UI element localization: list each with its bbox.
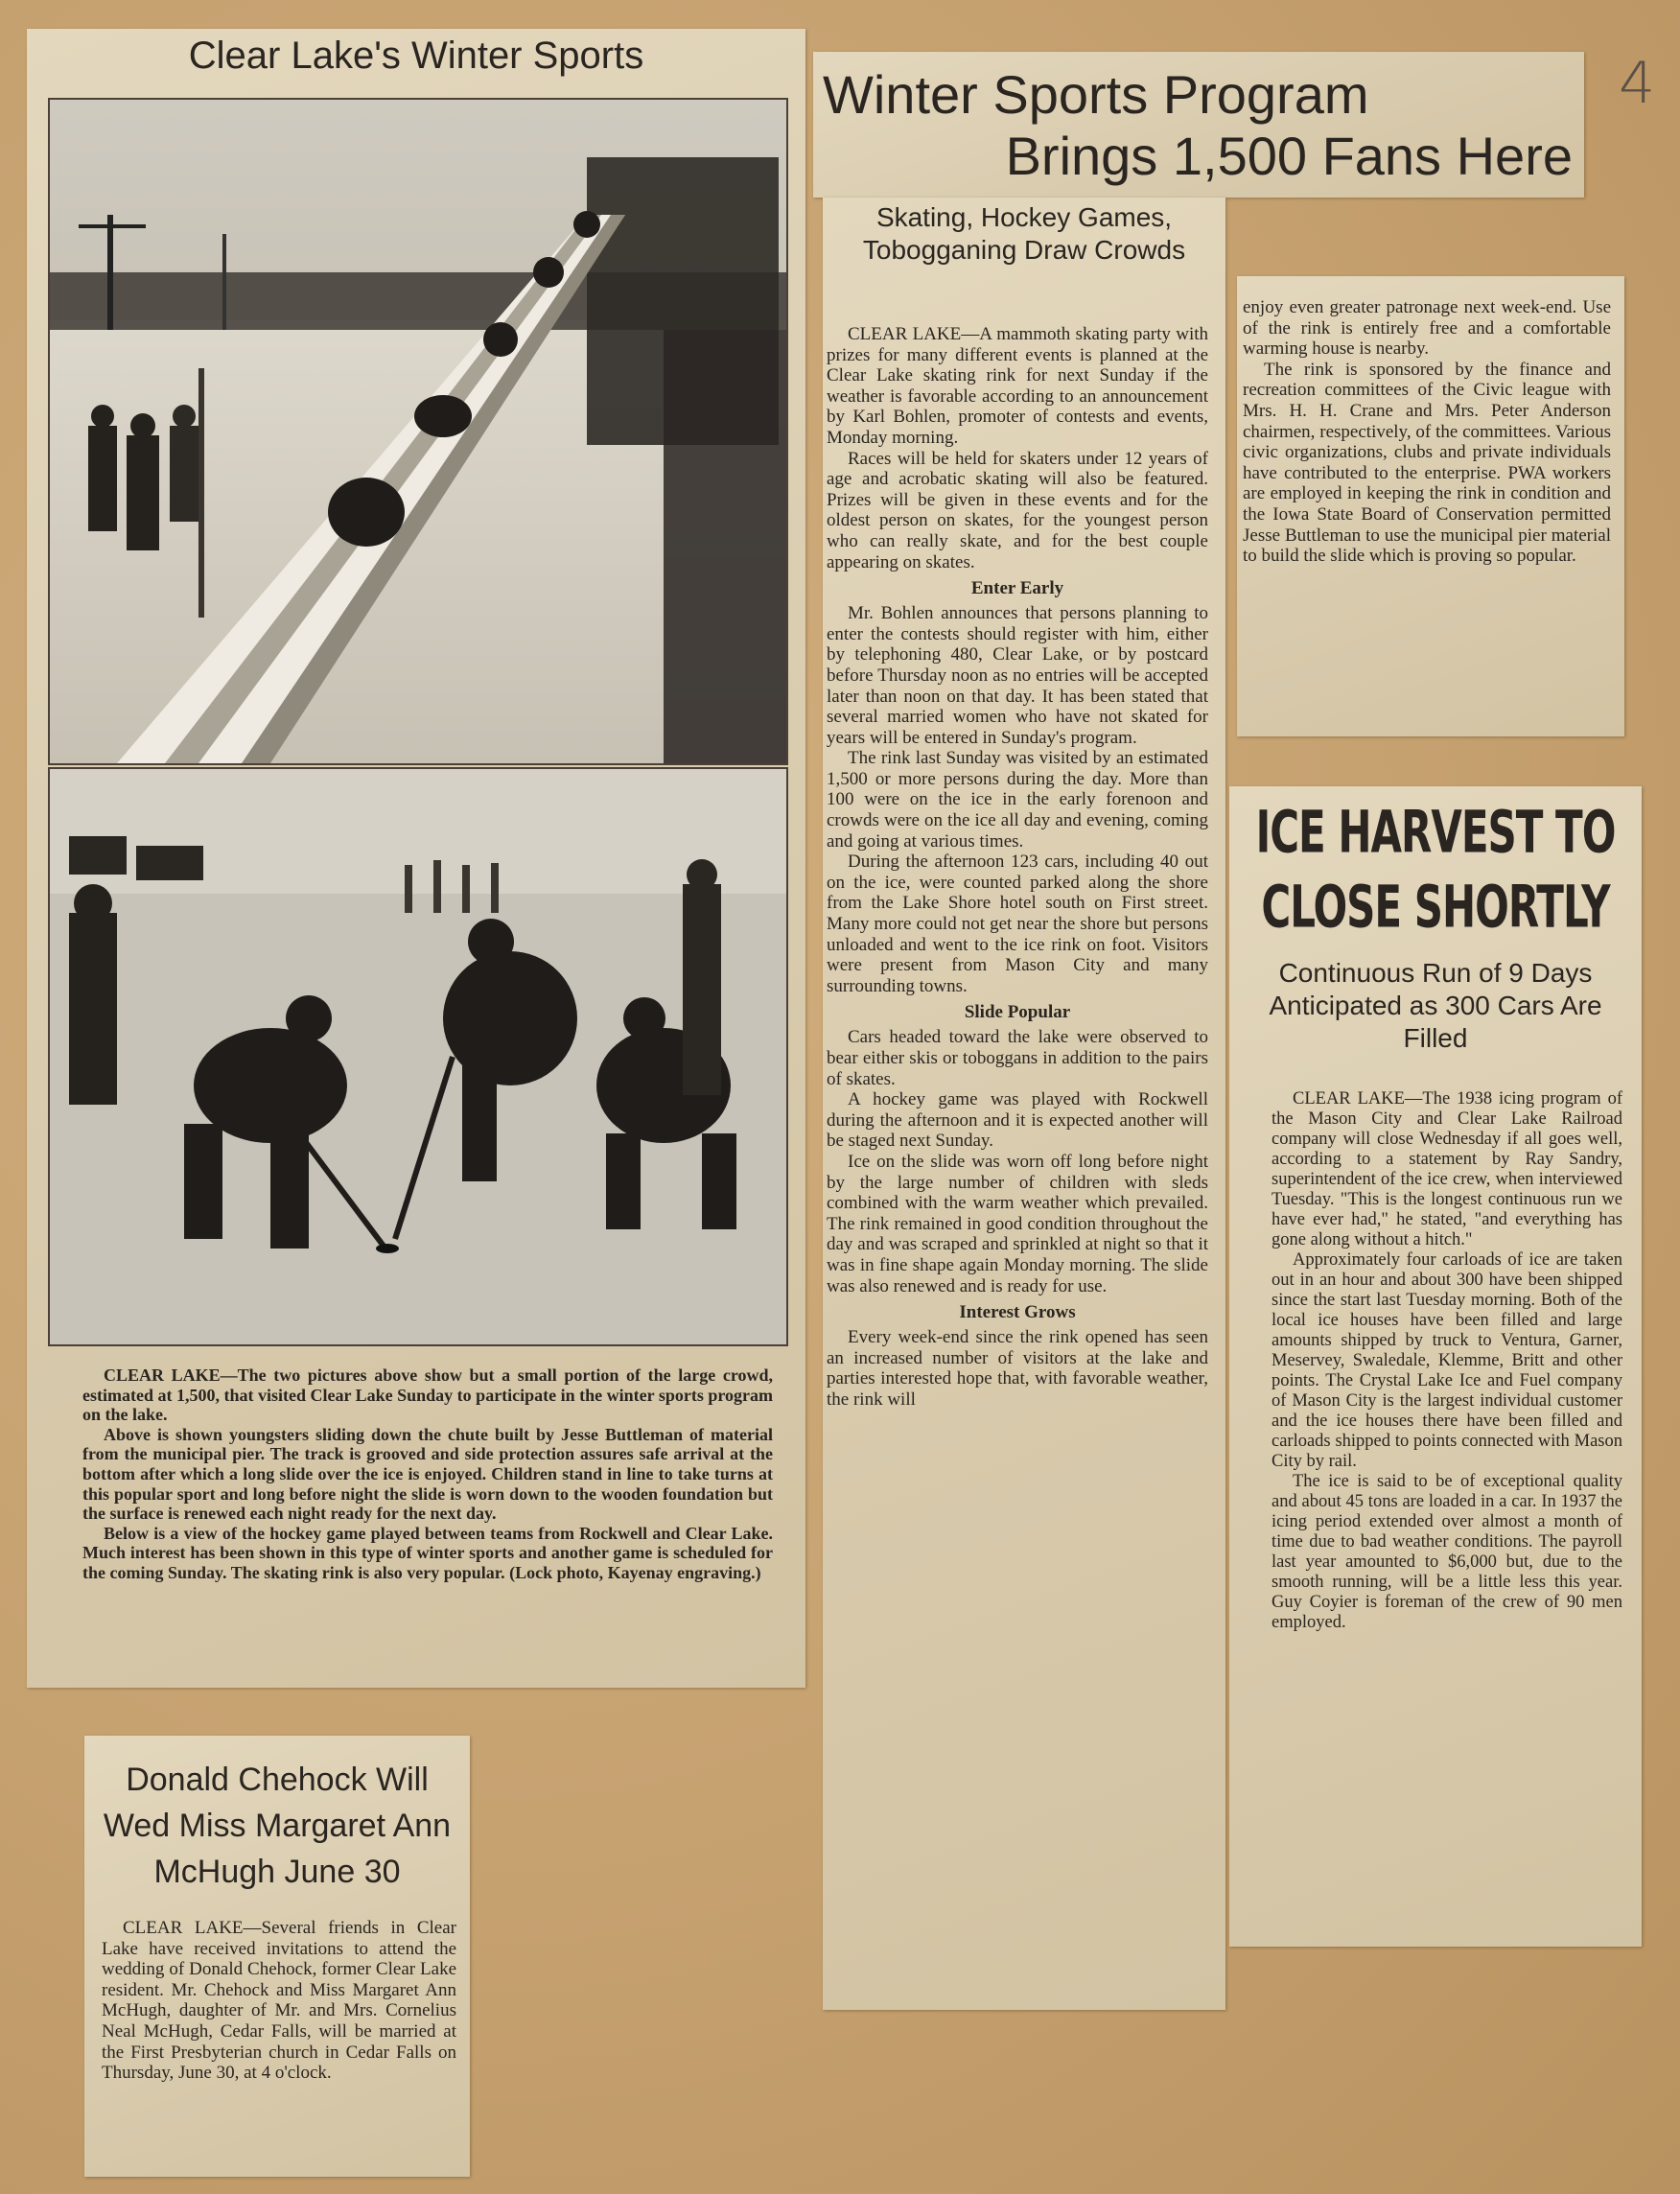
ice-harvest-body [1272,1089,1622,1633]
article-paragraph: Cars headed toward the lake were observed to bear either skis or toboggans in addition to the pairs of skates. [827,1027,1208,1089]
continued-paragraph: The rink is sponsored by the finance and recreation committees of the Civic league with Mrs. H. H. Crane and Mrs. Peter Anderson chairmen, respectively, of the committees. Various civic organizations, clubs and private individuals have contributed to the enterprise. PWA workers are employed in keeping the rink in condition and the Iowa State Board of Conservation permitted Jesse Buttleman to use the municipal pier material to build the slide which is proving so popular. [1243,359,1611,567]
photo-caption [82,1365,773,1583]
clipping-winter-sports-photos [27,29,805,1688]
article-paragraph: During the afternoon 123 cars, including 40 out on the ice, were counted parked along the shore from the Lake Shore hotel south on First street. Many more could not get near the shore but persons unloaded and went to the ice rink on foot. Visitors were present from Mason City and many surrounding towns. [827,852,1208,996]
hockey-game-photo [48,767,788,1346]
winter-program-body [827,324,1208,1411]
toboggan-slide-image [50,100,786,763]
wedding-headline: Donald Chehock Will Wed Miss Margaret Ann McHugh June 30 [103,1762,452,1890]
article-paragraph: Mr. Bohlen announces that persons planning to enter the contests should register with him, either by telephoning 480, Clear Lake, or by postcard before Thursday noon as no entries will be accepted later than noon on that day. It has been stated that several married women who have not skated for years will be entered in Sunday's program. [827,603,1208,748]
ice-harvest-subhead: Continuous Run of 9 Days Anticipated as 300 Cars Are Filled [1269,958,1602,1053]
wedding-paragraph: CLEAR LAKE—Several friends in Clear Lake have received invitations to attend the wedding of Donald Chehock, former Clear Lake resident. Mr. Chehock and Miss Margaret Ann McHugh, daughter of Mr. and Mrs. Cornelius Neal McHugh, Cedar Falls, will be married at the First Presbyterian church in Cedar Falls on Thursday, June 30, at 4 o'clock. [102,1918,456,2084]
section-heading: Interest Grows [959,1302,1076,1323]
ice-harvest-paragraph: CLEAR LAKE—The 1938 icing program of the Mason City and Clear Lake Railroad company will close Wednesday if all goes well, according to a statement by Ray Sandry, superintendent of the ice crew, when interviewed Tuesday. "This is the longest continuous run we have ever had," he stated, "and everything has gone along without a hitch." [1272,1089,1622,1249]
caption-paragraph: CLEAR LAKE—The two pictures above show but a small portion of the large crowd, estimated at 1,500, that visited Clear Lake Sunday to participate in the winter sports program on the lake. [82,1365,773,1425]
winter-program-headline-line2: Brings 1,500 Fans Here [1005,126,1573,186]
clipping-winter-program-body [823,198,1225,2010]
ice-harvest-paragraph: The ice is said to be of exceptional quality and about 45 tons are loaded in a car. In 1937 the icing period extended over almost a month of time due to bad weather conditions. The payroll last year amounted to $6,000 but, due to the smooth running, will be a little less this year. Guy Coyier is foreman of the crew of 90 men employed. [1272,1472,1622,1632]
clipping-ice-harvest [1229,786,1642,1947]
article-paragraph: Every week-end since the rink opened has seen an increased number of visitors at the lake and parties interested hope that, with favorable weather, the rink will [827,1327,1208,1410]
ice-harvest-headline-line1: ICE HARVEST TO [1255,798,1616,867]
clipping-winter-program-headline [813,52,1584,198]
caption-paragraph: Below is a view of the hockey game played between teams from Rockwell and Clear Lake. Much interest has been shown in this type of winter sports and another game is scheduled for the coming Sunday. The skating rink is also very popular. (Lock photo, Kayenay engraving.) [82,1523,773,1582]
article-paragraph: The rink last Sunday was visited by an estimated 1,500 or more persons during the day. More than 100 were on the ice in the early forenoon and crowds were on the ice all day and evening, coming and going at various times. [827,748,1208,852]
page-number: 4 [1619,50,1656,117]
wedding-body [102,1918,456,2084]
photo-clipping-headline: Clear Lake's Winter Sports [188,35,644,77]
article-paragraph: Races will be held for skaters under 12 years of age and acrobatic skating will also be featured. Prizes will be given in these events and for the oldest person on skates, for the youngest person who can really skate, and for the best couple appearing on skates. [827,448,1208,572]
clipping-wedding [84,1736,470,2177]
hockey-game-image [50,769,786,1344]
section-heading: Slide Popular [964,1002,1071,1023]
clipping-winter-program-continued [1237,276,1624,736]
caption-paragraph: Above is shown youngsters sliding down the chute built by Jesse Buttleman of material from the municipal pier. The track is grooved and side protection assures safe arrival at the bottom after which a long slide over the ice is enjoyed. Children stand in line to take turns at this popular sport and long before night the slide is worn down to the wooden foundation but the surface is renewed each night ready for the next day. [82,1424,773,1524]
continued-paragraph: enjoy even greater patronage next week-end. Use of the rink is entirely free and a comfortable warming house is nearby. [1243,297,1611,360]
winter-program-headline-line1: Winter Sports Program [823,64,1369,125]
article-paragraph: CLEAR LAKE—A mammoth skating party with prizes for many different events is planned at the Clear Lake skating rink for next Sunday if the weather is favorable according to an announcement by Karl Bohlen, promoter of contests and events, Monday morning. [827,324,1208,448]
continued-body [1243,297,1611,567]
article-paragraph: A hockey game was played with Rockwell during the afternoon and it is expected another will be staged next Sunday. [827,1089,1208,1152]
section-heading: Enter Early [970,578,1064,599]
ice-harvest-headline-line2: CLOSE SHORTLY [1261,873,1610,942]
winter-program-subhead: Skating, Hockey Games, Tobogganing Draw Crowds [862,202,1186,265]
ice-harvest-paragraph: Approximately four carloads of ice are taken out in an hour and about 300 have been shipped since the start last Tuesday morning. Both of the local ice houses have been filled and large amounts shipped by truck to Ventura, Garner, Meservey, Swaledale, Klemme, Britt and other points. The Crystal Lake Ice and Fuel company of Mason City is the largest individual customer and the ice houses there have been filled and carloads shipped to points connected with Mason City by rail. [1272,1250,1622,1471]
article-paragraph: Ice on the slide was worn off long before night by the large number of children with sleds combined with the warm weather which prevailed. The rink remained in good condition throughout the day and was scraped and sprinkled at night so that it was in fine shape again Monday morning. The slide was also renewed and is ready for use. [827,1151,1208,1296]
toboggan-slide-photo [48,98,788,765]
